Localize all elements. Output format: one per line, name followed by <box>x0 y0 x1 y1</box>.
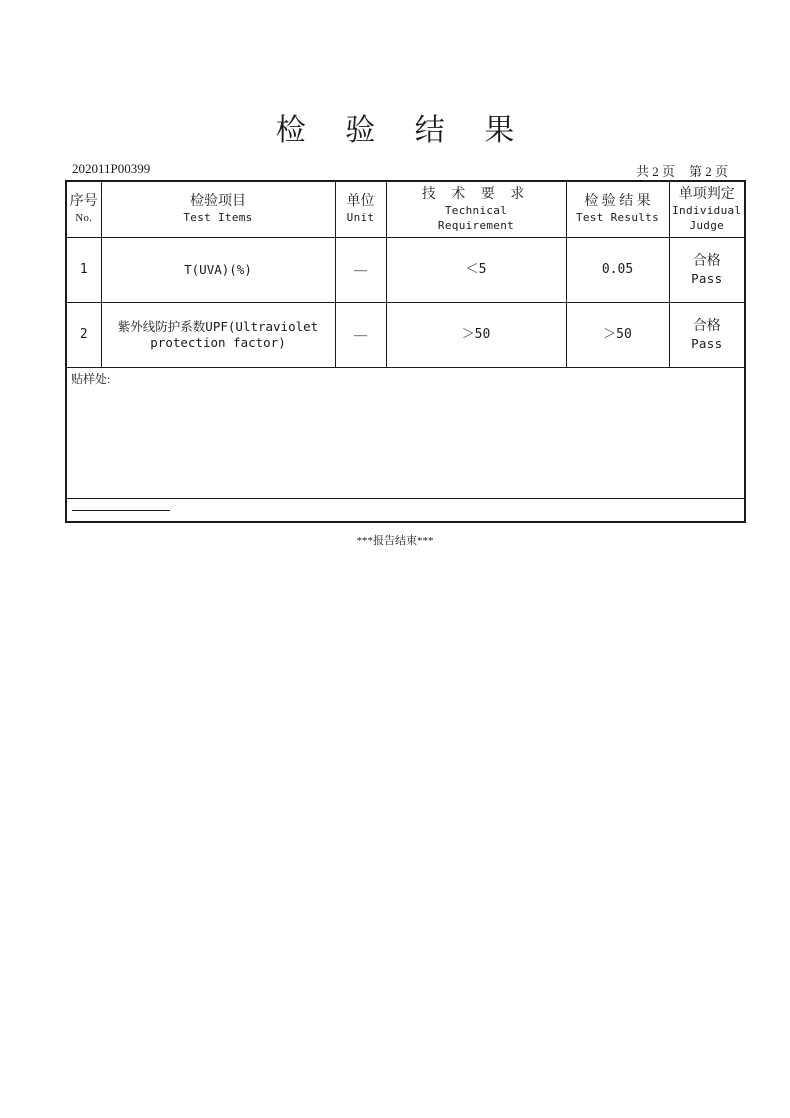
report-number: 202011P00399 <box>72 161 151 176</box>
row-judge: 合格 Pass <box>669 303 745 368</box>
header-test-results: 检 验 结 果 Test Results <box>566 181 669 238</box>
row-requirement: ＜5 <box>386 238 566 303</box>
row-test-item: 紫外线防护系数UPF(Ultraviolet protection factor) <box>101 303 335 368</box>
row-no: 1 <box>66 238 101 303</box>
header-requirement: 技 术 要 求 Technical Requirement <box>386 181 566 238</box>
row-judge: 合格 Pass <box>669 238 745 303</box>
page-title: 检 验 结 果 <box>275 114 531 147</box>
header-unit: 单位 Unit <box>335 181 386 238</box>
page-total: 共 2 页 <box>635 164 675 179</box>
header-seq: 序号 No. <box>66 181 101 238</box>
report-end-note: ***报告结束*** <box>356 535 434 547</box>
sample-area <box>66 368 745 499</box>
row-unit: — <box>335 303 386 368</box>
row-test-item: T(UVA)(%) <box>101 238 335 303</box>
signature-line <box>72 510 170 511</box>
sample-area-label: 贴样处: <box>71 372 111 386</box>
page-info <box>636 161 728 180</box>
results-table <box>65 180 746 523</box>
row-requirement: ＞50 <box>386 303 566 368</box>
row-no: 2 <box>66 303 101 368</box>
page-current: 第 2 页 <box>688 164 728 179</box>
row-result: 0.05 <box>566 238 669 303</box>
table-header-row <box>66 181 745 238</box>
table-row <box>66 303 745 368</box>
header-test-items: 检验项目 Test Items <box>101 181 335 238</box>
signature-row <box>66 499 745 523</box>
signature-cell <box>66 499 745 523</box>
table-row <box>66 238 745 303</box>
row-unit: — <box>335 238 386 303</box>
sample-area-row <box>66 368 745 499</box>
header-judge: 单项判定 Individual Judge <box>669 181 745 238</box>
row-result: ＞50 <box>566 303 669 368</box>
